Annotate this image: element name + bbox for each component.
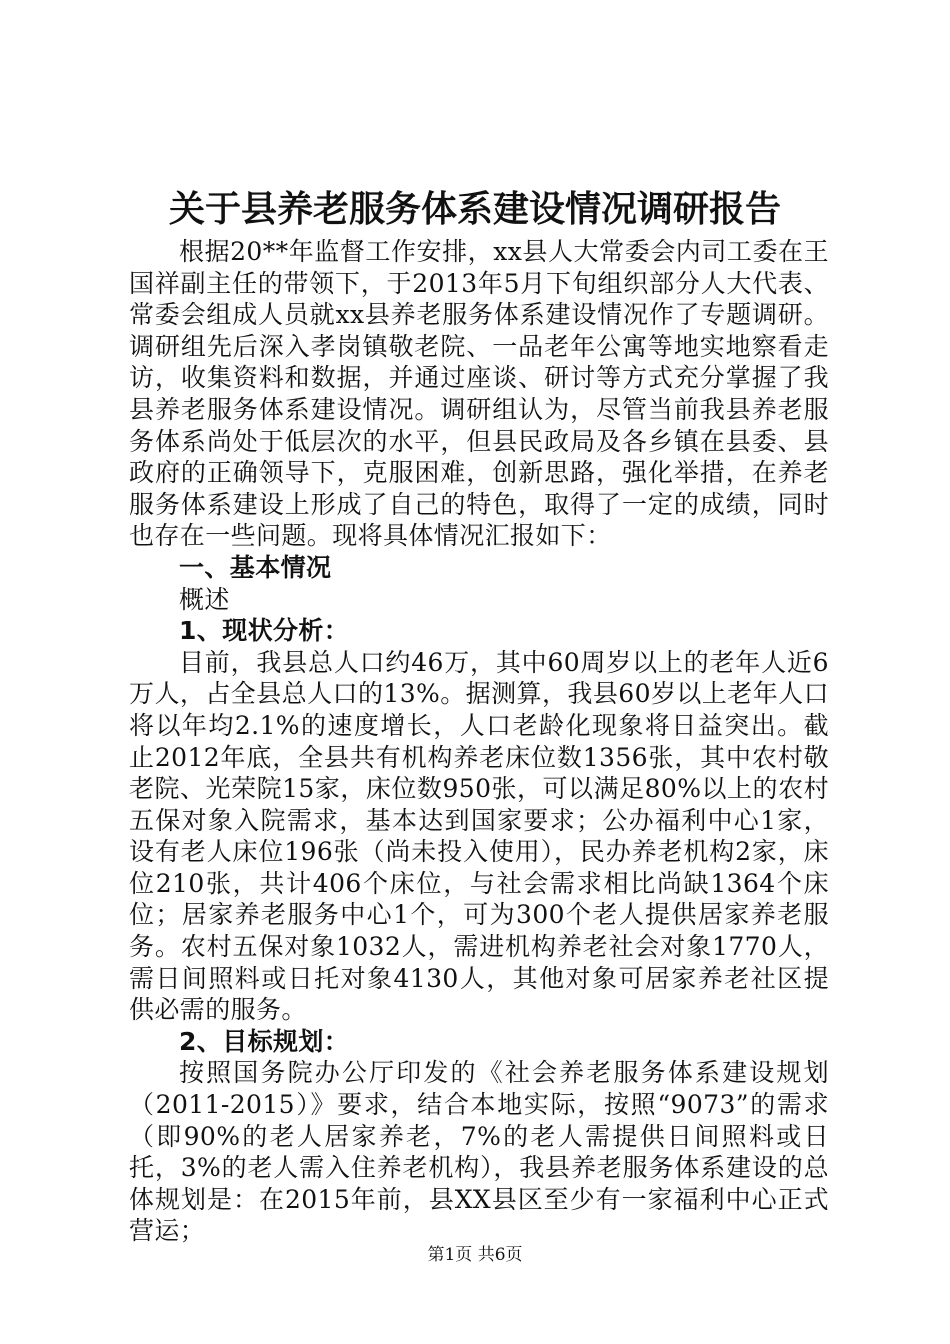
subsection-heading-status-analysis: 1、现状分析： <box>179 616 350 646</box>
target-plan-paragraph: 按照国务院办公厅印发的《社会养老服务体系建设规划（2011-2015）》要求，结合本地实际，按照“9073”的需求（即90%的老人居家养老，7%的老人需提供日间照料或日托，3%的老人需入住养老机构），我县养老服务体系建设的总体规划是：在2015年前，县XX县区至少有一家福利中心正式营运； <box>129 1058 829 1246</box>
document-body <box>129 236 829 1247</box>
page-number-footer: 第1页 共6页 <box>427 1245 523 1265</box>
overview-label: 概述 <box>179 584 230 614</box>
intro-paragraph: 根据20**年监督工作安排，xx县人大常委会内司工委在王国祥副主任的带领下，于2013年5月下旬组织部分人大代表、常委会组成人员就xx县养老服务体系建设情况作了专题调研。调研组先后深入孝岗镇敬老院、一品老年公寓等地实地察看走访，收集资料和数据，并通过座谈、研讨等方式充分掌握了我县养老服务体系建设情况。调研组认为，尽管当前我县养老服务体系尚处于低层次的水平，但县民政局及各乡镇在县委、县政府的正确领导下，克服困难，创新思路，强化举措，在养老服务体系建设上形成了自己的特色，取得了一定的成绩，同时也存在一些问题。现将具体情况汇报如下： <box>129 237 829 551</box>
subsection-heading-target-plan: 2、目标规划： <box>179 1026 350 1056</box>
document-title: 关于县养老服务体系建设情况调研报告 <box>168 189 781 230</box>
section-heading-basic-situation: 一、基本情况 <box>179 552 332 582</box>
status-analysis-paragraph: 目前，我县总人口约46万，其中60周岁以上的老年人近6万人，占全县总人口的13%。据测算，我县60岁以上老年人口将以年均2.1%的速度增长，人口老龄化现象将日益突出。截止2012年底，全县共有机构养老床位数1356张，其中农村敬老院、光荣院15家，床位数950张，可以满足80%以上的农村五保对象入院需求，基本达到国家要求；公办福利中心1家，设有老人床位196张（尚未投入使用），民办养老机构2家，床位210张，共计406个床位，与社会需求相比尚缺1364个床位；居家养老服务中心1个，可为300个老人提供居家养老服务。农村五保对象1032人，需进机构养老社会对象1770人，需日间照料或日托对象4130人，其他对象可居家养老社区提供必需的服务。 <box>129 647 829 1025</box>
